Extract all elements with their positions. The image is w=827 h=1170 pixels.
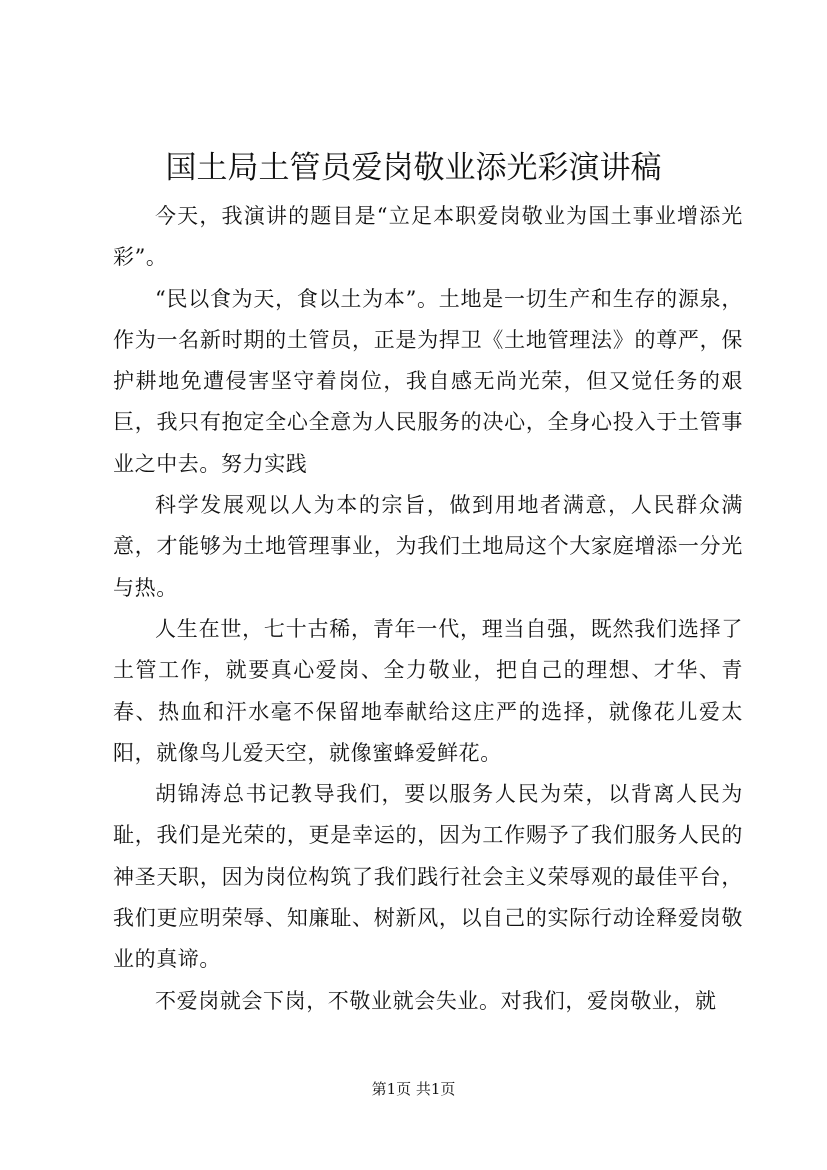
paragraph-5: 胡锦涛总书记教导我们，要以服务人民为荣，以背离人民为耻，我们是光荣的，更是幸运的，因为工作赐予了我们服务人民的神圣天职，因为岗位构筑了我们践行社会主义荣辱观的最佳平台，我们更应明荣辱、知廉耻、树新风，以自己的实际行动诠释爱岗敬业的真谛。: [113, 782, 743, 972]
page-footer: 第1页 共1页: [371, 1080, 456, 1098]
paragraph-6: 不爱岗就会下岗，不敬业就会失业。对我们，爱岗敬业，就: [155, 988, 717, 1013]
paragraph-2: “民以食为天，食以土为本”。土地是一切生产和生存的源泉，作为一名新时期的土管员，正是为捍卫《土地管理法》的尊严，保护耕地免遭侵害坚守着岗位，我自感无尚光荣，但又觉任务的艰巨，我只有抱定全心全意为人民服务的决心，全身心投入于土管事业之中去。努力实践: [113, 286, 743, 476]
paragraph-3: 科学发展观以人为本的宗旨，做到用地者满意，人民群众满意，才能够为土地管理事业，为我们土地局这个大家庭增添一分光与热。: [113, 493, 743, 600]
paragraph-4: 人生在世，七十古稀，青年一代，理当自强，既然我们选择了土管工作，就要真心爱岗、全力敬业，把自己的理想、才华、青春、热血和汗水毫不保留地奉献给这庄严的选择，就像花儿爱太阳，就像鸟儿爱天空，就像蜜蜂爱鲜花。: [113, 616, 743, 765]
paragraph-1: 今天，我演讲的题目是“立足本职爱岗敬业为国土事业增添光彩”。: [113, 204, 743, 270]
document-title: 国土局土管员爱岗敬业添光彩演讲稿: [165, 150, 662, 186]
document-body: [113, 196, 743, 1022]
